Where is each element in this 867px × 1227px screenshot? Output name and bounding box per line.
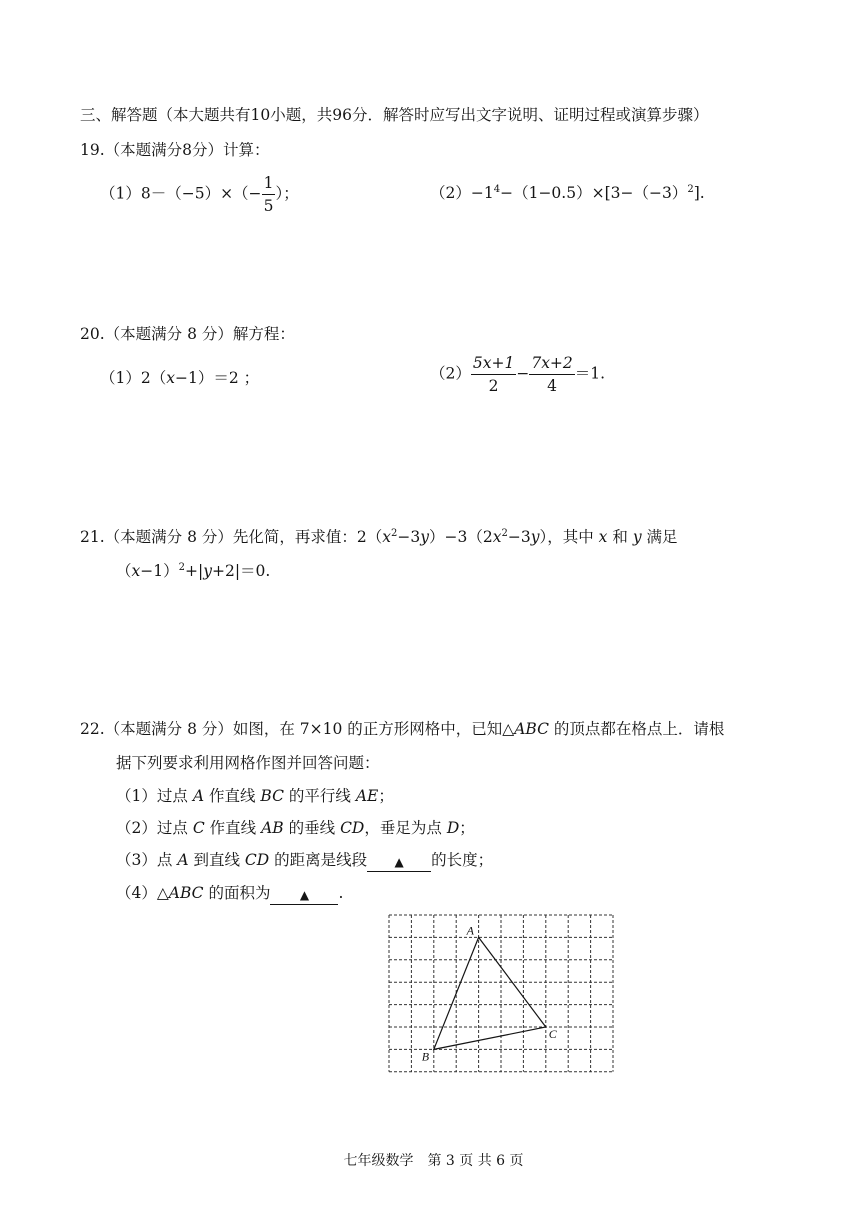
q22-text: ；: [378, 787, 394, 805]
exponent: 2: [178, 562, 185, 573]
fraction-numerator: 1: [262, 172, 276, 195]
var-y: y: [632, 528, 642, 547]
q22-text: 的长度；: [431, 851, 494, 869]
q22-text: ；: [459, 819, 475, 837]
line-label: BC: [260, 787, 284, 805]
q21-text: −1）: [140, 562, 179, 581]
q22-text: 的距离是线段: [274, 851, 368, 869]
var-x: x: [382, 528, 391, 547]
answer-blank[interactable]: [270, 884, 338, 905]
triangle-marker: ▲: [394, 855, 404, 869]
q19-p1-prefix: （1）8－（−5）×（−: [100, 184, 262, 203]
q22-text: （3）点: [116, 851, 173, 869]
exponent: 2: [390, 528, 398, 539]
q19-p1-fraction: [262, 172, 276, 217]
q22-text: 的垂线: [288, 819, 336, 837]
fraction-denominator: 5: [263, 197, 274, 215]
grid-lines: [389, 915, 613, 1072]
q21-text: ）: [539, 528, 548, 547]
var-x: x: [166, 369, 175, 387]
q22-text: 的平行线: [288, 787, 351, 805]
q22-text: （2）过点: [116, 819, 188, 837]
vertex-label-c: C: [548, 1027, 557, 1041]
triangle-abc: [434, 937, 546, 1049]
line-label: CD: [244, 851, 270, 869]
point-label: C: [192, 819, 205, 837]
q20-p2-label: （2）: [430, 364, 471, 383]
q20-p2-rhs: ＝1.: [574, 364, 606, 383]
q21-line2: [116, 558, 270, 581]
q21-text: −3: [507, 528, 531, 547]
q19-p2-b: −（1−0.5）×[3−（−3）: [500, 184, 688, 203]
answer-blank[interactable]: [367, 851, 431, 872]
fraction-numerator: 7x+2: [529, 352, 574, 375]
q22-text: 作直线: [209, 819, 257, 837]
q21-text: +2|＝0.: [211, 562, 271, 581]
vertex-label-a: A: [466, 923, 474, 938]
fraction-denominator: 4: [547, 377, 557, 395]
q19-stem: 19.（本题满分8分）计算：: [80, 141, 270, 159]
q20-p1-b: −1）＝2 ；: [174, 369, 260, 387]
grid-figure: [384, 910, 618, 1078]
var-y: y: [203, 562, 212, 581]
line-label: CD: [340, 819, 365, 837]
var-x: x: [131, 562, 141, 581]
point-label: A: [177, 851, 189, 869]
var-y: y: [420, 528, 429, 547]
q21-line1: [80, 524, 678, 547]
q22-text: 作直线: [208, 787, 256, 805]
triangle-marker: ▲: [299, 888, 310, 902]
q22-stem-line2: 据下列要求利用网格作图并回答问题：: [116, 754, 380, 772]
point-label: A: [192, 787, 205, 805]
q22-stem-line1: [80, 719, 724, 739]
q22-text: （1）过点: [116, 787, 188, 805]
var-y: y: [530, 528, 540, 547]
var-x: x: [492, 528, 502, 547]
point-label: D: [446, 819, 460, 837]
q21-text: 满足: [646, 528, 678, 547]
q22-sub3: [116, 850, 493, 872]
q19-part1: [100, 172, 299, 217]
section-heading: 三、解答题（本大题共有10小题，共96分．解答时应写出文字说明、证明过程或演算步骤）: [80, 106, 709, 124]
var-x: x: [598, 528, 608, 547]
minus-sign: −: [516, 364, 530, 383]
q21-text: +|: [185, 562, 204, 581]
q22-text: 22.（本题满分 8 分）如图，在 7×10 的正方形网格中，已知△: [80, 720, 515, 738]
q22-sub2: [116, 818, 475, 838]
q21-text: 21.（本题满分 8 分）先化简，再求值：2（: [80, 528, 383, 547]
q20-part1: [100, 368, 259, 388]
triangle-name: ABC: [168, 884, 204, 902]
line-label: AE: [355, 787, 379, 805]
q22-sub1: [116, 786, 394, 806]
page-footer: 七年级数学 第 3 页 共 6 页: [343, 1153, 524, 1169]
q21-text: −3: [397, 528, 421, 547]
q22-text: 到直线: [193, 851, 240, 869]
q20-part2: [430, 352, 605, 397]
q22-text: .: [338, 884, 344, 902]
q21-text: ）−3（2: [428, 528, 493, 547]
q22-text: 的面积为: [208, 884, 271, 902]
line-label: AB: [261, 819, 284, 837]
q19-p1-suffix: ）；: [275, 184, 299, 203]
q19-part2: [430, 180, 705, 203]
q19-p2-c: ].: [693, 184, 705, 203]
vertex-label-b: B: [421, 1049, 430, 1064]
q21-text: ，其中: [547, 528, 594, 547]
q19-p2-a: （2）−1: [430, 184, 494, 203]
q22-text: （4）△: [116, 884, 169, 902]
q22-text: 的顶点都在格点上．请根: [553, 720, 725, 738]
fraction-denominator: 2: [488, 377, 499, 395]
q21-text: 和: [612, 528, 628, 547]
q20-fraction-1: [471, 352, 516, 397]
exponent: 2: [501, 528, 508, 539]
exponent: 2: [687, 184, 694, 195]
q22-text: ，垂足为点: [364, 819, 442, 837]
q22-sub4: [116, 883, 343, 905]
q21-text: （: [116, 562, 132, 581]
q20-stem: 20.（本题满分 8 分）解方程：: [80, 325, 295, 343]
fraction-numerator: 5x+1: [471, 352, 516, 375]
triangle-name: ABC: [514, 720, 549, 738]
q20-fraction-2: [529, 352, 574, 397]
exponent: 4: [493, 184, 501, 195]
q20-p1-a: （1）2（: [100, 369, 167, 387]
